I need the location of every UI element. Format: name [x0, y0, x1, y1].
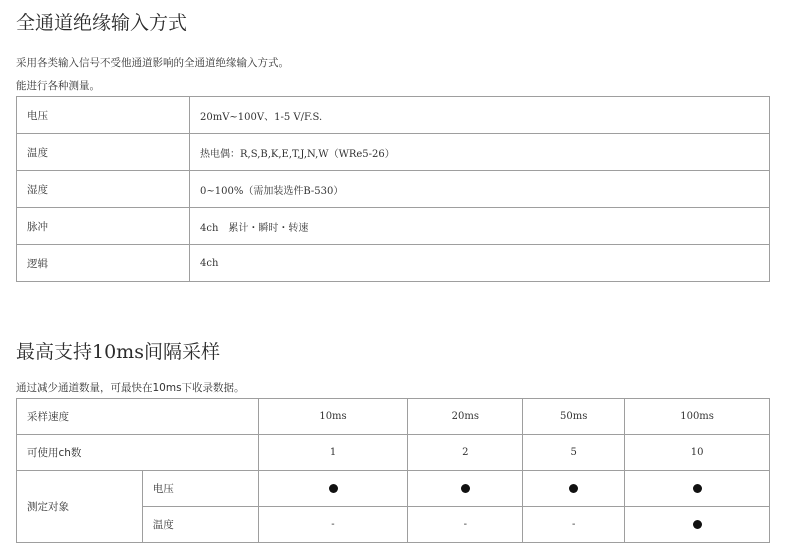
- support-mark: -: [463, 519, 468, 530]
- section-description-sampling: 通过减少通道数量，可最快在10ms下收录数据。: [16, 382, 245, 394]
- channel-count-cell: 10: [625, 435, 770, 471]
- table-row: [17, 208, 770, 245]
- row-value-temperature: 热电偶：R,S,B,K,E,T,J,N,W（WRe5-26）: [190, 134, 770, 171]
- table-row: [17, 435, 770, 471]
- row-label-voltage: 电压: [17, 97, 190, 134]
- speed-cell: 20ms: [408, 399, 523, 435]
- support-cell: [625, 471, 770, 507]
- support-mark: -: [331, 519, 335, 530]
- support-cell: [408, 507, 523, 543]
- channel-count-cell: 5: [523, 435, 625, 471]
- section-description-1: 采用各类输入信号不受他通道影响的全通道绝缘输入方式。: [16, 57, 289, 69]
- support-mark: [693, 484, 702, 493]
- support-cell: [523, 507, 625, 543]
- table-row: [17, 97, 770, 134]
- section-title-isolated-input: 全通道绝缘输入方式: [16, 12, 188, 34]
- support-mark: -: [572, 519, 576, 530]
- support-cell: [408, 471, 523, 507]
- speed-cell: 10ms: [258, 399, 408, 435]
- header-sampling-speed: 采样速度: [17, 399, 259, 435]
- support-cell: [523, 471, 625, 507]
- support-mark: [569, 484, 578, 493]
- table-row: [17, 171, 770, 208]
- target-label-temperature: 温度: [142, 507, 258, 543]
- support-mark: [461, 484, 470, 493]
- header-measurement-target: 测定对象: [17, 471, 143, 543]
- input-spec-table: [16, 96, 770, 282]
- support-mark: [693, 520, 702, 529]
- speed-cell: 100ms: [625, 399, 770, 435]
- support-cell: [258, 507, 408, 543]
- row-label-pulse: 脉冲: [17, 208, 190, 245]
- table-row: [17, 399, 770, 435]
- table-row: [17, 134, 770, 171]
- row-value-voltage: 20mV~100V、1-5 V/F.S.: [190, 97, 770, 134]
- support-cell: [625, 507, 770, 543]
- row-label-logic: 逻辑: [17, 245, 190, 282]
- support-mark: [329, 484, 338, 493]
- channel-count-cell: 2: [408, 435, 523, 471]
- row-label-temperature: 温度: [17, 134, 190, 171]
- speed-cell: 50ms: [523, 399, 625, 435]
- channel-count-cell: 1: [258, 435, 408, 471]
- section-title-sampling: 最高支持10ms间隔采样: [16, 341, 220, 363]
- row-label-humidity: 湿度: [17, 171, 190, 208]
- target-label-voltage: 电压: [142, 471, 258, 507]
- support-cell: [258, 471, 408, 507]
- table-row: [17, 245, 770, 282]
- row-value-pulse: 4ch 累计・瞬时・转速: [190, 208, 770, 245]
- row-value-logic: 4ch: [190, 245, 770, 282]
- header-channels: 可使用ch数: [17, 435, 259, 471]
- table-row: [17, 471, 770, 507]
- row-value-humidity: 0~100%（需加装选件B-530）: [190, 171, 770, 208]
- sampling-table: [16, 398, 770, 543]
- section-description-2: 能进行各种测量。: [16, 80, 100, 92]
